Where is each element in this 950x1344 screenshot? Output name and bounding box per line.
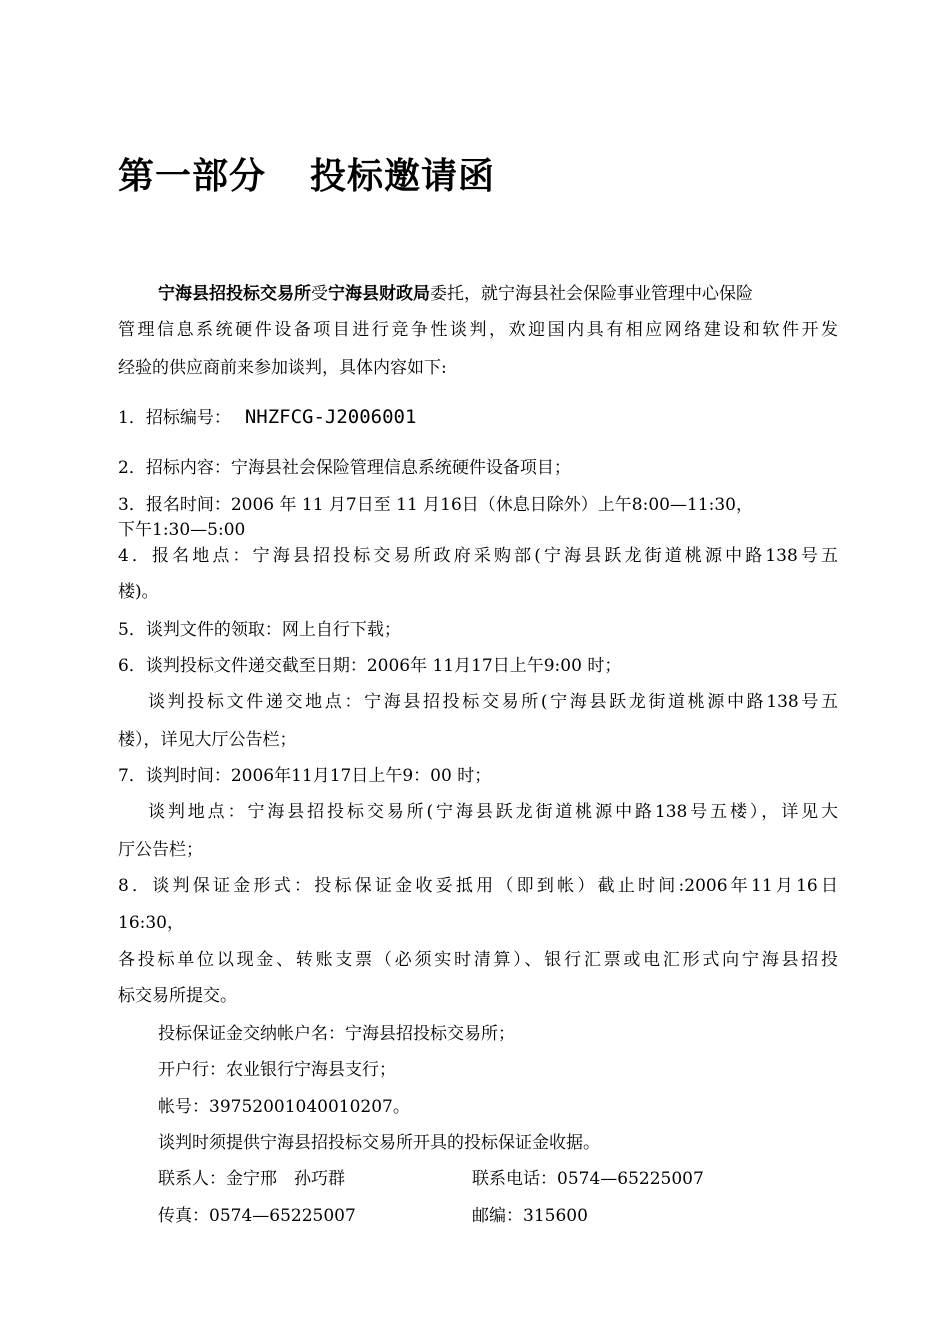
item-3-line-1: 3．报名时间：2006 年 11 月7日至 11 月16日（休息日除外）上午8:00—11:30， <box>118 495 753 515</box>
item-4-line-2: 楼)。 <box>118 582 159 602</box>
bid-code: NHZFCG-J2006001 <box>244 406 417 428</box>
item-6-line-2: 谈判投标文件递交地点：宁海县招投标交易所(宁海县跃龙街道桃源中路138号五 <box>148 692 838 712</box>
intro-org-2: 宁海县财政局 <box>328 284 430 304</box>
intro-line-1 <box>158 282 838 306</box>
item-1-label: 1．招标编号： <box>118 408 231 428</box>
item-8-line-2: 16:30， <box>118 913 184 933</box>
item-2: 2．招标内容：宁海县社会保险管理信息系统硬件设备项目； <box>118 458 571 478</box>
intro-org-1: 宁海县招投标交易所 <box>158 284 311 304</box>
contact-fax: 传真：0574—65225007 <box>158 1206 356 1226</box>
contact-phone: 联系电话：0574—65225007 <box>472 1169 704 1189</box>
item-6-line-1: 6．谈判投标文件递交截至日期：2006年 11月17日上午9:00 时； <box>118 656 622 676</box>
receipt-note: 谈判时须提供宁海县招投标交易所开具的投标保证金收据。 <box>158 1133 600 1153</box>
item-8-line-3: 各投标单位以现金、转账支票（必须实时清算）、银行汇票或电汇形式向宁海县招投 <box>118 950 838 970</box>
account-number: 帐号：39752001040010207。 <box>158 1097 410 1117</box>
contact-person: 联系人：金宁邢 孙巧群 <box>158 1169 345 1189</box>
intro-text-1: 受 <box>311 284 328 304</box>
item-8-line-1: 8．谈判保证金形式：投标保证金收妥抵用（即到帐）截止时间:2006年11月16日 <box>118 876 838 896</box>
bank-name: 开户行：农业银行宁海县支行； <box>158 1060 396 1080</box>
intro-text-2: 委托，就宁海县社会保险事业管理中心保险 <box>430 284 753 304</box>
item-1 <box>118 405 838 430</box>
item-5: 5．谈判文件的领取：网上自行下载； <box>118 620 401 640</box>
title-part: 第一部分 <box>118 155 267 197</box>
page-title <box>118 148 495 199</box>
item-7-line-2: 谈判地点：宁海县招投标交易所(宁海县跃龙街道桃源中路138号五楼），详见大 <box>148 802 838 822</box>
item-7-line-1: 7．谈判时间：2006年11月17日上午9：00 时； <box>118 766 492 786</box>
intro-line-3: 经验的供应商前来参加谈判，具体内容如下: <box>118 358 447 378</box>
item-7-line-3: 厅公告栏； <box>118 840 203 860</box>
intro-line-2: 管理信息系统硬件设备项目进行竞争性谈判，欢迎国内具有相应网络建设和软件开发 <box>118 320 838 340</box>
contact-postcode: 邮编：315600 <box>472 1206 588 1226</box>
item-4-line-1: 4．报名地点：宁海县招投标交易所政府采购部(宁海县跃龙街道桃源中路138号五 <box>118 546 838 566</box>
account-name: 投标保证金交纳帐户名：宁海县招投标交易所； <box>158 1024 515 1044</box>
item-8-line-4: 标交易所提交。 <box>118 986 237 1006</box>
item-6-line-3: 楼），详见大厅公告栏； <box>118 730 297 750</box>
title-name: 投标邀请函 <box>310 155 496 197</box>
item-3-line-2: 下午1:30—5:00 <box>118 520 246 540</box>
